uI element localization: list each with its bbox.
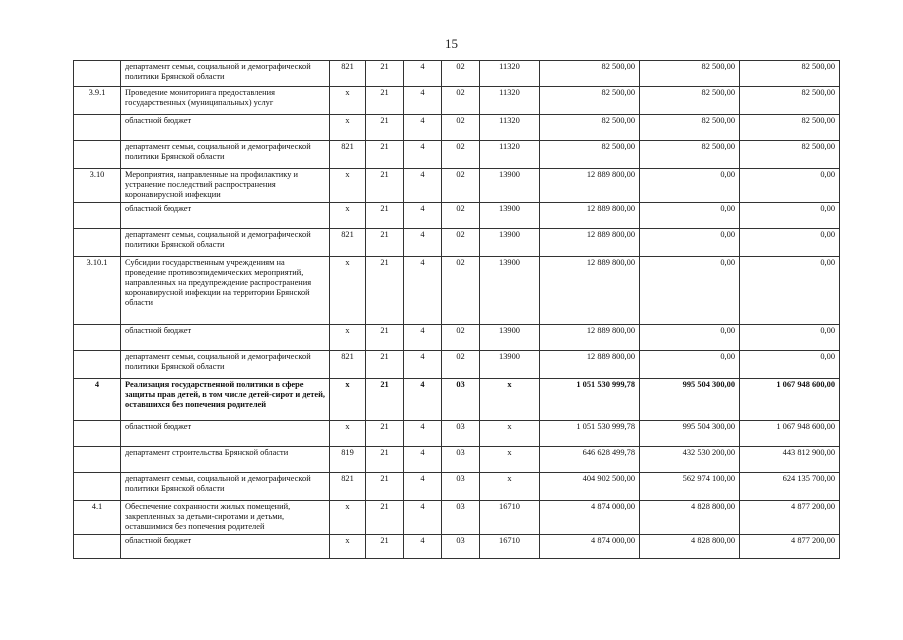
cell-code-4: 11320 xyxy=(480,115,540,141)
cell-code-4: 13900 xyxy=(480,257,540,325)
table-row xyxy=(74,229,840,257)
cell-code-2: 4 xyxy=(404,447,442,473)
cell-value-year-1: 82 500,00 xyxy=(540,141,640,169)
cell-code-2: 4 xyxy=(404,169,442,203)
cell-code-3: 02 xyxy=(442,351,480,379)
cell-code-4: 11320 xyxy=(480,141,540,169)
cell-code-1: 21 xyxy=(366,447,404,473)
table-row xyxy=(74,535,840,559)
cell-value-year-2: 0,00 xyxy=(640,229,740,257)
cell-number xyxy=(74,535,121,559)
table-row xyxy=(74,473,840,501)
cell-code-4: 13900 xyxy=(480,229,540,257)
cell-grbs: x xyxy=(330,421,366,447)
cell-value-year-2: 432 530 200,00 xyxy=(640,447,740,473)
cell-value-year-3: 4 877 200,00 xyxy=(740,501,840,535)
cell-value-year-1: 12 889 800,00 xyxy=(540,351,640,379)
cell-value-year-1: 12 889 800,00 xyxy=(540,169,640,203)
table-row xyxy=(74,379,840,421)
cell-value-year-3: 0,00 xyxy=(740,325,840,351)
cell-name: департамент семьи, социальной и демографической политики Брянской области xyxy=(121,61,330,87)
cell-code-3: 02 xyxy=(442,257,480,325)
cell-code-3: 02 xyxy=(442,61,480,87)
cell-name: областной бюджет xyxy=(121,325,330,351)
cell-grbs: x xyxy=(330,379,366,421)
cell-name: Проведение мониторинга предоставления государственных (муниципальных) услуг xyxy=(121,87,330,115)
cell-code-1: 21 xyxy=(366,501,404,535)
cell-code-2: 4 xyxy=(404,351,442,379)
cell-value-year-2: 4 828 800,00 xyxy=(640,501,740,535)
cell-value-year-3: 1 067 948 600,00 xyxy=(740,421,840,447)
cell-number xyxy=(74,447,121,473)
cell-number xyxy=(74,229,121,257)
cell-value-year-2: 82 500,00 xyxy=(640,115,740,141)
cell-code-1: 21 xyxy=(366,379,404,421)
cell-value-year-2: 562 974 100,00 xyxy=(640,473,740,501)
cell-number: 3.9.1 xyxy=(74,87,121,115)
cell-value-year-2: 0,00 xyxy=(640,169,740,203)
cell-code-3: 02 xyxy=(442,203,480,229)
cell-value-year-1: 404 902 500,00 xyxy=(540,473,640,501)
cell-value-year-1: 12 889 800,00 xyxy=(540,257,640,325)
cell-name: областной бюджет xyxy=(121,535,330,559)
cell-value-year-2: 82 500,00 xyxy=(640,141,740,169)
cell-code-4: 13900 xyxy=(480,169,540,203)
cell-code-2: 4 xyxy=(404,257,442,325)
cell-code-4: x xyxy=(480,447,540,473)
cell-code-2: 4 xyxy=(404,229,442,257)
cell-grbs: x xyxy=(330,535,366,559)
cell-code-4: 11320 xyxy=(480,61,540,87)
cell-code-1: 21 xyxy=(366,203,404,229)
cell-code-1: 21 xyxy=(366,535,404,559)
cell-value-year-1: 4 874 000,00 xyxy=(540,501,640,535)
cell-code-2: 4 xyxy=(404,141,442,169)
cell-code-4: 16710 xyxy=(480,535,540,559)
cell-grbs: 821 xyxy=(330,351,366,379)
cell-code-4: 16710 xyxy=(480,501,540,535)
cell-number xyxy=(74,203,121,229)
cell-value-year-3: 0,00 xyxy=(740,351,840,379)
cell-code-4: x xyxy=(480,421,540,447)
cell-code-4: x xyxy=(480,473,540,501)
cell-code-2: 4 xyxy=(404,61,442,87)
cell-value-year-3: 0,00 xyxy=(740,229,840,257)
cell-code-4: 13900 xyxy=(480,325,540,351)
cell-value-year-1: 1 051 530 999,78 xyxy=(540,421,640,447)
cell-grbs: 821 xyxy=(330,61,366,87)
cell-code-3: 02 xyxy=(442,169,480,203)
cell-code-1: 21 xyxy=(366,257,404,325)
cell-code-3: 02 xyxy=(442,141,480,169)
cell-value-year-3: 0,00 xyxy=(740,257,840,325)
cell-value-year-1: 82 500,00 xyxy=(540,115,640,141)
cell-grbs: x xyxy=(330,87,366,115)
cell-value-year-2: 0,00 xyxy=(640,257,740,325)
cell-name: департамент семьи, социальной и демографической политики Брянской области xyxy=(121,229,330,257)
cell-grbs: 821 xyxy=(330,473,366,501)
cell-code-3: 03 xyxy=(442,421,480,447)
cell-name: департамент строительства Брянской области xyxy=(121,447,330,473)
cell-value-year-2: 82 500,00 xyxy=(640,61,740,87)
page-number: 15 xyxy=(445,36,458,51)
cell-code-2: 4 xyxy=(404,473,442,501)
cell-value-year-2: 4 828 800,00 xyxy=(640,535,740,559)
cell-code-2: 4 xyxy=(404,421,442,447)
cell-value-year-2: 0,00 xyxy=(640,351,740,379)
cell-number xyxy=(74,473,121,501)
cell-code-2: 4 xyxy=(404,501,442,535)
cell-code-2: 4 xyxy=(404,535,442,559)
cell-code-4: 11320 xyxy=(480,87,540,115)
cell-value-year-3: 82 500,00 xyxy=(740,141,840,169)
cell-code-1: 21 xyxy=(366,115,404,141)
cell-value-year-3: 82 500,00 xyxy=(740,115,840,141)
cell-grbs: x xyxy=(330,169,366,203)
cell-number xyxy=(74,351,121,379)
cell-name: областной бюджет xyxy=(121,203,330,229)
cell-value-year-3: 0,00 xyxy=(740,169,840,203)
cell-code-1: 21 xyxy=(366,325,404,351)
cell-value-year-2: 995 504 300,00 xyxy=(640,379,740,421)
cell-code-1: 21 xyxy=(366,351,404,379)
table-row xyxy=(74,141,840,169)
table-row xyxy=(74,115,840,141)
cell-value-year-1: 82 500,00 xyxy=(540,61,640,87)
cell-code-3: 03 xyxy=(442,379,480,421)
budget-table xyxy=(73,60,840,559)
cell-code-3: 03 xyxy=(442,473,480,501)
cell-code-3: 02 xyxy=(442,87,480,115)
cell-grbs: x xyxy=(330,501,366,535)
cell-code-3: 02 xyxy=(442,115,480,141)
cell-code-2: 4 xyxy=(404,87,442,115)
cell-value-year-2: 0,00 xyxy=(640,325,740,351)
cell-code-2: 4 xyxy=(404,115,442,141)
cell-code-1: 21 xyxy=(366,141,404,169)
cell-number xyxy=(74,141,121,169)
cell-number xyxy=(74,325,121,351)
cell-code-3: 03 xyxy=(442,501,480,535)
cell-value-year-3: 82 500,00 xyxy=(740,61,840,87)
cell-value-year-1: 1 051 530 999,78 xyxy=(540,379,640,421)
cell-grbs: 819 xyxy=(330,447,366,473)
cell-value-year-3: 0,00 xyxy=(740,203,840,229)
cell-code-2: 4 xyxy=(404,325,442,351)
cell-value-year-3: 82 500,00 xyxy=(740,87,840,115)
cell-code-3: 03 xyxy=(442,447,480,473)
cell-value-year-1: 12 889 800,00 xyxy=(540,203,640,229)
cell-code-1: 21 xyxy=(366,169,404,203)
cell-value-year-2: 995 504 300,00 xyxy=(640,421,740,447)
cell-value-year-1: 646 628 499,78 xyxy=(540,447,640,473)
cell-name: областной бюджет xyxy=(121,115,330,141)
cell-code-4: x xyxy=(480,379,540,421)
cell-code-4: 13900 xyxy=(480,351,540,379)
table-row xyxy=(74,61,840,87)
table-row xyxy=(74,257,840,325)
cell-number xyxy=(74,421,121,447)
cell-code-1: 21 xyxy=(366,87,404,115)
cell-code-2: 4 xyxy=(404,203,442,229)
cell-value-year-1: 82 500,00 xyxy=(540,87,640,115)
cell-code-4: 13900 xyxy=(480,203,540,229)
cell-name: Обеспечение сохранности жилых помещений, закрепленных за детьми-сиротами и детьми, оставшимися без попечения родителей xyxy=(121,501,330,535)
cell-grbs: x xyxy=(330,257,366,325)
cell-name: департамент семьи, социальной и демографической политики Брянской области xyxy=(121,141,330,169)
cell-code-3: 02 xyxy=(442,229,480,257)
cell-number: 3.10.1 xyxy=(74,257,121,325)
cell-grbs: x xyxy=(330,203,366,229)
cell-grbs: 821 xyxy=(330,141,366,169)
cell-code-2: 4 xyxy=(404,379,442,421)
cell-grbs: x xyxy=(330,325,366,351)
table-row xyxy=(74,203,840,229)
cell-value-year-3: 1 067 948 600,00 xyxy=(740,379,840,421)
cell-grbs: x xyxy=(330,115,366,141)
cell-code-1: 21 xyxy=(366,61,404,87)
cell-value-year-3: 624 135 700,00 xyxy=(740,473,840,501)
cell-name: департамент семьи, социальной и демографической политики Брянской области xyxy=(121,351,330,379)
cell-value-year-3: 4 877 200,00 xyxy=(740,535,840,559)
table-row xyxy=(74,501,840,535)
cell-name: Мероприятия, направленные на профилактику и устранение последствий распространения коронавирусной инфекции xyxy=(121,169,330,203)
cell-number xyxy=(74,115,121,141)
cell-number: 3.10 xyxy=(74,169,121,203)
cell-grbs: 821 xyxy=(330,229,366,257)
cell-name: областной бюджет xyxy=(121,421,330,447)
table-row xyxy=(74,421,840,447)
cell-number xyxy=(74,61,121,87)
table-row xyxy=(74,87,840,115)
cell-name: департамент семьи, социальной и демографической политики Брянской области xyxy=(121,473,330,501)
cell-code-1: 21 xyxy=(366,229,404,257)
cell-code-1: 21 xyxy=(366,421,404,447)
cell-number: 4.1 xyxy=(74,501,121,535)
table-row xyxy=(74,325,840,351)
cell-value-year-1: 12 889 800,00 xyxy=(540,325,640,351)
cell-code-3: 02 xyxy=(442,325,480,351)
cell-name: Реализация государственной политики в сфере защиты прав детей, в том числе детей-сирот и детей, оставшихся без попечения родителей xyxy=(121,379,330,421)
cell-value-year-1: 4 874 000,00 xyxy=(540,535,640,559)
cell-name: Субсидии государственным учреждениям на проведение противоэпидемических мероприятий, направленных на предупреждение распространения коронавирусной инфекции на территории Брянской области xyxy=(121,257,330,325)
cell-code-1: 21 xyxy=(366,473,404,501)
table-row xyxy=(74,447,840,473)
table-row xyxy=(74,351,840,379)
cell-number: 4 xyxy=(74,379,121,421)
table-row xyxy=(74,169,840,203)
cell-value-year-1: 12 889 800,00 xyxy=(540,229,640,257)
cell-value-year-2: 82 500,00 xyxy=(640,87,740,115)
cell-value-year-2: 0,00 xyxy=(640,203,740,229)
cell-value-year-3: 443 812 900,00 xyxy=(740,447,840,473)
cell-code-3: 03 xyxy=(442,535,480,559)
